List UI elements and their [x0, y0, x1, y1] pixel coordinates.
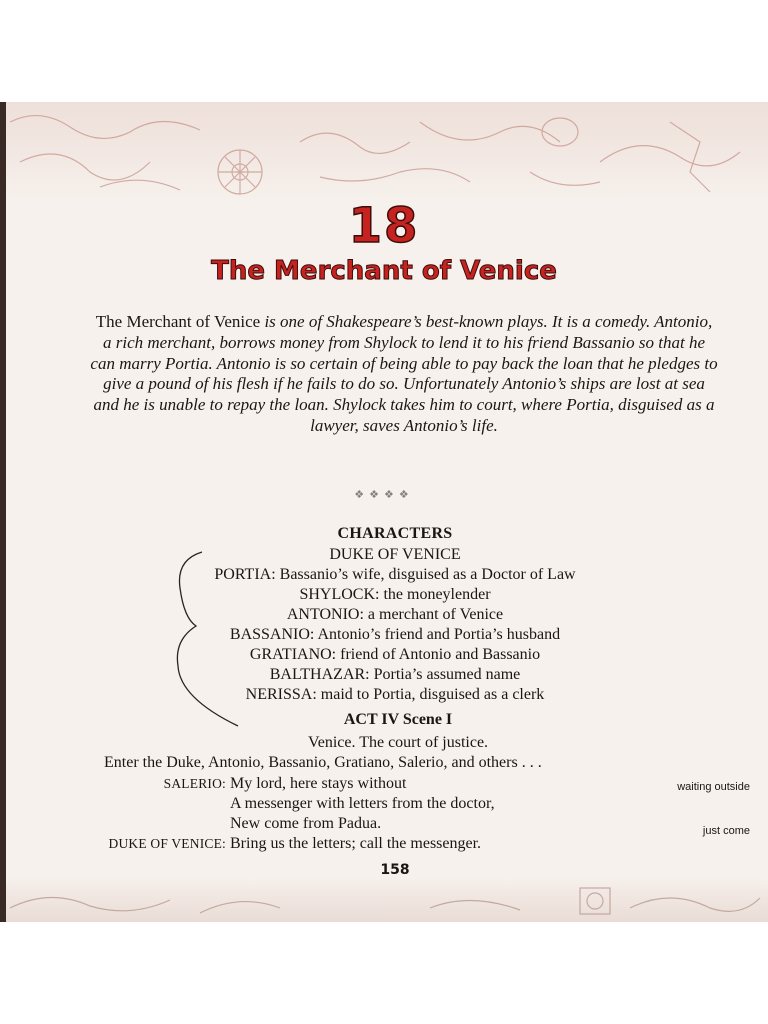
play-title: The Merchant of Venice [95, 312, 261, 331]
speaker-name: SALERIO: [163, 776, 226, 791]
speech-text: New come from Padua. [230, 815, 382, 832]
decorative-top-border [0, 102, 768, 200]
character-entry: GRATIANO: friend of Antonio and Bassanio [249, 646, 541, 663]
character-entry: NERISSA: maid to Portia, disguised as a clerk [245, 686, 545, 703]
speech-text: A messenger with letters from the doctor, [230, 795, 495, 812]
speech-text: Bring us the letters; call the messenger. [230, 835, 482, 852]
dialogue-line [0, 774, 768, 794]
speaker-name: DUKE OF VENICE: [108, 836, 226, 851]
dialogue-line [0, 794, 768, 814]
character-entry: DUKE OF VENICE [329, 546, 461, 563]
speech-text: My lord, here stays without [230, 775, 407, 792]
act-scene-heading: ACT IV Scene I [343, 711, 453, 728]
character-entry: ANTONIO: a merchant of Venice [286, 606, 504, 623]
margin-gloss: just come [702, 825, 750, 837]
page-number: 158 [380, 862, 410, 878]
dialogue-line [0, 834, 768, 854]
character-entry: BALTHAZAR: Portia’s assumed name [269, 666, 521, 683]
intro-text: is one of Shakespeare’s best-known plays. It is a comedy. Antonio, a rich merchant, borrows money from Shylock to lend it to his friend Bassanio so that he can marry Portia. Antonio is so certain of being able to pay back the loan that he pledges to give a pound of his flesh if he fails to do so. Unfortunately Antonio’s ships are lost at sea and he is unable to repay the loan. Shylock takes him to court, where Portia, disguised as a lawyer, saves Antonio’s life. [90, 312, 718, 435]
chapter-number: 18 [348, 198, 420, 254]
chapter-title: The Merchant of Venice [211, 256, 557, 286]
section-ornament: ❖❖❖❖ [354, 488, 414, 501]
characters-heading: CHARACTERS [337, 525, 453, 542]
handwritten-brace-mark [166, 548, 246, 728]
stage-direction: Enter the Duke, Antonio, Bassanio, Gratiano, Salerio, and others . . . [104, 754, 542, 771]
illustration-sketch-bottom [0, 878, 768, 922]
illustration-sketch-top [0, 102, 768, 200]
characters-list [0, 545, 768, 705]
dialogue-line [0, 814, 768, 837]
character-entry: PORTIA: Bassanio’s wife, disguised as a Doctor of Law [214, 566, 576, 583]
character-entry: SHYLOCK: the moneylender [299, 586, 491, 603]
intro-paragraph [90, 312, 718, 437]
scene-setting: Venice. The court of justice. [307, 734, 489, 751]
dialogue-block [0, 774, 768, 854]
decorative-bottom-border [0, 878, 768, 922]
margin-gloss: waiting outside [677, 781, 750, 793]
character-entry: BASSANIO: Antonio’s friend and Portia’s husband [229, 626, 561, 643]
